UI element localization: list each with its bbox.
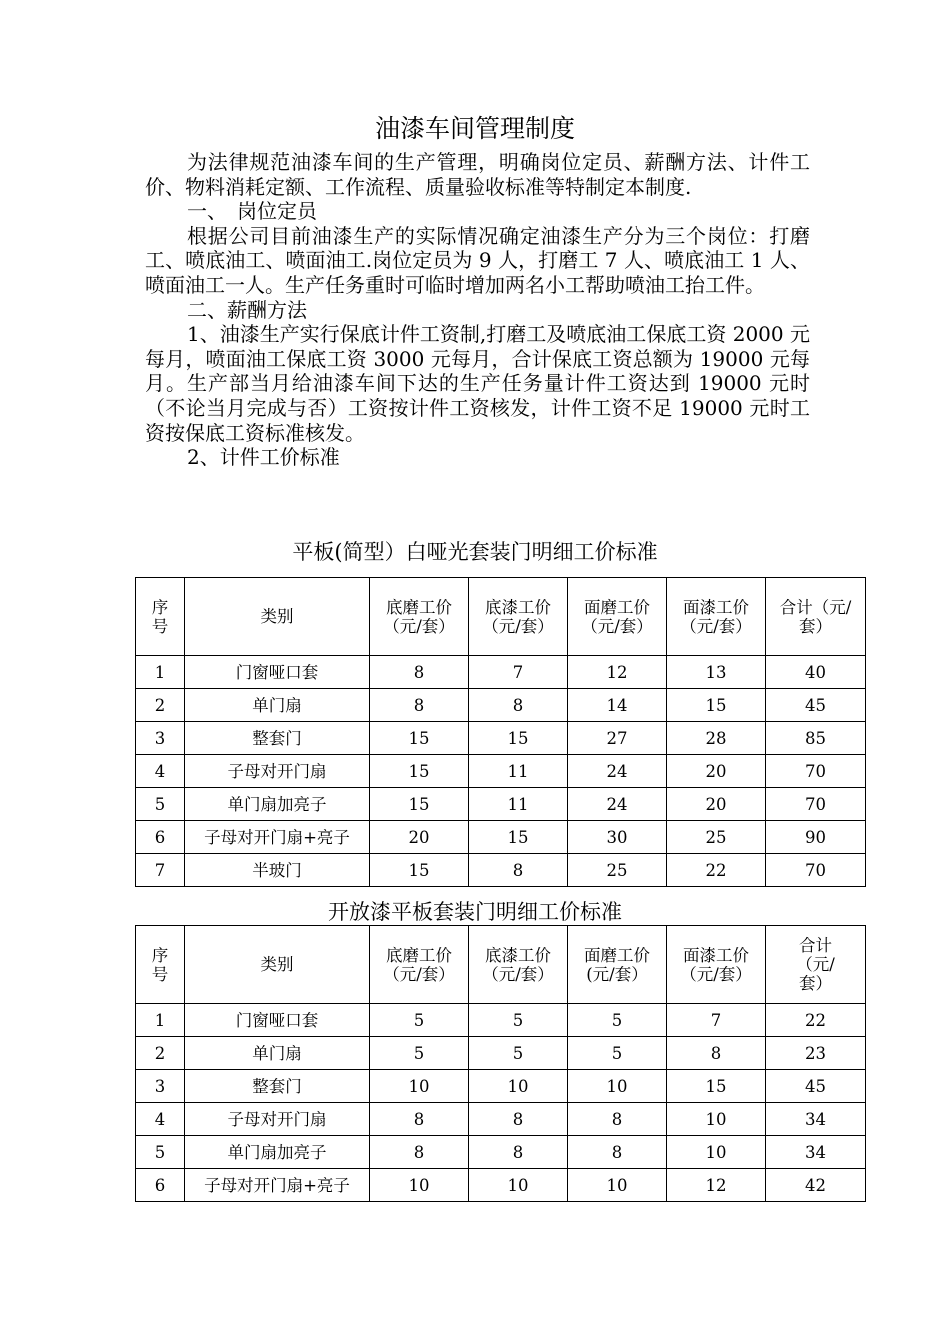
table1-cell: 14 — [568, 689, 667, 722]
table1-row — [136, 755, 866, 788]
table2-row — [136, 1070, 866, 1103]
table2-row — [136, 1136, 866, 1169]
table2-cell: 门窗哑口套 — [185, 1004, 370, 1037]
table1-cell: 半玻门 — [185, 854, 370, 887]
table1-cell: 8 — [469, 689, 568, 722]
table2-cell: 单门扇加亮子 — [185, 1136, 370, 1169]
table2 — [135, 925, 866, 1202]
table1-cell: 7 — [136, 854, 185, 887]
table1-cell: 90 — [766, 821, 866, 854]
table2-header-cell: 类别 — [185, 926, 370, 1004]
table2-title: 开放漆平板套装门明细工价标准 — [328, 900, 622, 924]
table2-cell: 子母对开门扇+亮子 — [185, 1169, 370, 1202]
table2-cell: 12 — [667, 1169, 766, 1202]
table1-cell: 子母对开门扇 — [185, 755, 370, 788]
table2-cell: 5 — [568, 1004, 667, 1037]
section2-heading: 二、薪酬方法 — [187, 297, 307, 322]
table2-cell: 整套门 — [185, 1070, 370, 1103]
table2-row — [136, 1169, 866, 1202]
table1-cell: 70 — [766, 788, 866, 821]
table2-cell: 8 — [469, 1136, 568, 1169]
table2-cell: 45 — [766, 1070, 866, 1103]
table1-cell: 20 — [370, 821, 469, 854]
table2-cell: 7 — [667, 1004, 766, 1037]
table1-header-row — [136, 578, 866, 656]
table2-header-cell: 底磨工价（元/套） — [370, 926, 469, 1004]
table2-cell: 10 — [667, 1103, 766, 1136]
table2-cell: 6 — [136, 1169, 185, 1202]
table1-cell: 6 — [136, 821, 185, 854]
table2-cell: 8 — [370, 1136, 469, 1169]
section2-item1-paragraph: 1、油漆生产实行保底计件工资制,打磨工及喷底油工保底工资 2000 元每月，喷面油工保底工资 3000 元每月，合计保底工资总额为 19000 元每月。生产部当月给油漆车间下达的生产任务量计件工资达到 19000 元时（不论当月完成与否）工资按计件工资核发，计件工资不足 19000 元时工资按保底工资标准核发。 — [145, 322, 810, 445]
table1-header-cell: 序号 — [136, 578, 185, 656]
table2-cell: 10 — [370, 1070, 469, 1103]
table1-cell: 28 — [667, 722, 766, 755]
table1-cell: 15 — [667, 689, 766, 722]
table1-cell: 4 — [136, 755, 185, 788]
table1-header-cell: 类别 — [185, 578, 370, 656]
table2-cell: 34 — [766, 1103, 866, 1136]
table1-cell: 门窗哑口套 — [185, 656, 370, 689]
table1-header-cell: 底漆工价（元/套） — [469, 578, 568, 656]
table2-cell: 8 — [469, 1103, 568, 1136]
table1-cell: 5 — [136, 788, 185, 821]
table1-row — [136, 722, 866, 755]
table1-cell: 单门扇加亮子 — [185, 788, 370, 821]
table2-cell: 5 — [370, 1004, 469, 1037]
table2-header-cell: 底漆工价（元/套） — [469, 926, 568, 1004]
table1-cell: 20 — [667, 755, 766, 788]
table1-title: 平板(简型）白哑光套装门明细工价标准 — [292, 540, 658, 564]
table1-cell: 12 — [568, 656, 667, 689]
table2-cell: 10 — [370, 1169, 469, 1202]
table1-cell: 20 — [667, 788, 766, 821]
table2-cell: 5 — [370, 1037, 469, 1070]
table2-cell: 10 — [568, 1169, 667, 1202]
table1-cell: 2 — [136, 689, 185, 722]
table1-cell: 1 — [136, 656, 185, 689]
table1-header-cell: 底磨工价（元/套） — [370, 578, 469, 656]
table1-cell: 45 — [766, 689, 866, 722]
table1-cell: 8 — [469, 854, 568, 887]
table1-row — [136, 821, 866, 854]
table2-cell: 42 — [766, 1169, 866, 1202]
section1-paragraph: 根据公司目前油漆生产的实际情况确定油漆生产分为三个岗位：打磨工、喷底油工、喷面油工.岗位定员为 9 人，打磨工 7 人、喷底油工 1 人、喷面油工一人。生产任务重时可临时增加两名小工帮助喷油工抬工件。 — [145, 223, 810, 297]
table2-row — [136, 1103, 866, 1136]
table1-cell: 24 — [568, 788, 667, 821]
table1-cell: 3 — [136, 722, 185, 755]
table2-row — [136, 1004, 866, 1037]
table2-cell: 5 — [136, 1136, 185, 1169]
table1-header-cell: 合计（元/套） — [766, 578, 866, 656]
table2-cell: 8 — [370, 1103, 469, 1136]
table2-header-cell: 面漆工价（元/套） — [667, 926, 766, 1004]
table1 — [135, 577, 866, 887]
table1-cell: 单门扇 — [185, 689, 370, 722]
table2-cell: 4 — [136, 1103, 185, 1136]
table1-cell: 15 — [370, 722, 469, 755]
table1-cell: 8 — [370, 656, 469, 689]
table2-header-row — [136, 926, 866, 1004]
table1-cell: 整套门 — [185, 722, 370, 755]
table2-cell: 8 — [667, 1037, 766, 1070]
table2-cell: 10 — [469, 1169, 568, 1202]
table2-cell: 3 — [136, 1070, 185, 1103]
table2-cell: 5 — [469, 1004, 568, 1037]
table1-cell: 15 — [469, 821, 568, 854]
table1-cell: 40 — [766, 656, 866, 689]
document-body — [145, 150, 810, 470]
table1-cell: 15 — [370, 755, 469, 788]
table2-cell: 2 — [136, 1037, 185, 1070]
table2-header-cell: 合计（元/套） — [766, 926, 866, 1004]
table2-cell: 34 — [766, 1136, 866, 1169]
table1-row — [136, 689, 866, 722]
table1-header-cell: 面漆工价（元/套） — [667, 578, 766, 656]
table2-cell: 10 — [568, 1070, 667, 1103]
table1-cell: 85 — [766, 722, 866, 755]
table2-cell: 22 — [766, 1004, 866, 1037]
table1-cell: 8 — [370, 689, 469, 722]
table1-row — [136, 788, 866, 821]
table1-cell: 15 — [370, 788, 469, 821]
table1-cell: 11 — [469, 755, 568, 788]
table2-cell: 8 — [568, 1136, 667, 1169]
section2-item2-paragraph: 2、计件工价标准 — [187, 445, 340, 470]
table2-row — [136, 1037, 866, 1070]
table1-cell: 22 — [667, 854, 766, 887]
table1-cell: 30 — [568, 821, 667, 854]
table1-row — [136, 656, 866, 689]
table2-cell: 5 — [469, 1037, 568, 1070]
table2-header-cell: 面磨工价(元/套） — [568, 926, 667, 1004]
table2-cell: 5 — [568, 1037, 667, 1070]
table2-cell: 10 — [469, 1070, 568, 1103]
table1-cell: 7 — [469, 656, 568, 689]
section1-heading: 一、 岗位定员 — [187, 199, 317, 224]
table2-cell: 单门扇 — [185, 1037, 370, 1070]
table1-cell: 27 — [568, 722, 667, 755]
table2-cell: 子母对开门扇 — [185, 1103, 370, 1136]
table1-cell: 11 — [469, 788, 568, 821]
table1-cell: 24 — [568, 755, 667, 788]
intro-paragraph: 为法律规范油漆车间的生产管理，明确岗位定员、薪酬方法、计件工价、物料消耗定额、工作流程、质量验收标准等特制定本制度. — [145, 150, 810, 199]
table2-cell: 1 — [136, 1004, 185, 1037]
table1-cell: 子母对开门扇+亮子 — [185, 821, 370, 854]
table1-cell: 25 — [568, 854, 667, 887]
table1-cell: 15 — [370, 854, 469, 887]
table1-cell: 15 — [469, 722, 568, 755]
table2-cell: 8 — [568, 1103, 667, 1136]
table1-cell: 13 — [667, 656, 766, 689]
table1-cell: 70 — [766, 755, 866, 788]
table1-row — [136, 854, 866, 887]
table1-cell: 70 — [766, 854, 866, 887]
table2-cell: 15 — [667, 1070, 766, 1103]
table1-header-cell: 面磨工价（元/套） — [568, 578, 667, 656]
table2-cell: 10 — [667, 1136, 766, 1169]
table2-cell: 23 — [766, 1037, 866, 1070]
table1-cell: 25 — [667, 821, 766, 854]
document-title: 油漆车间管理制度 — [374, 114, 575, 143]
table2-header-cell: 序号 — [136, 926, 185, 1004]
